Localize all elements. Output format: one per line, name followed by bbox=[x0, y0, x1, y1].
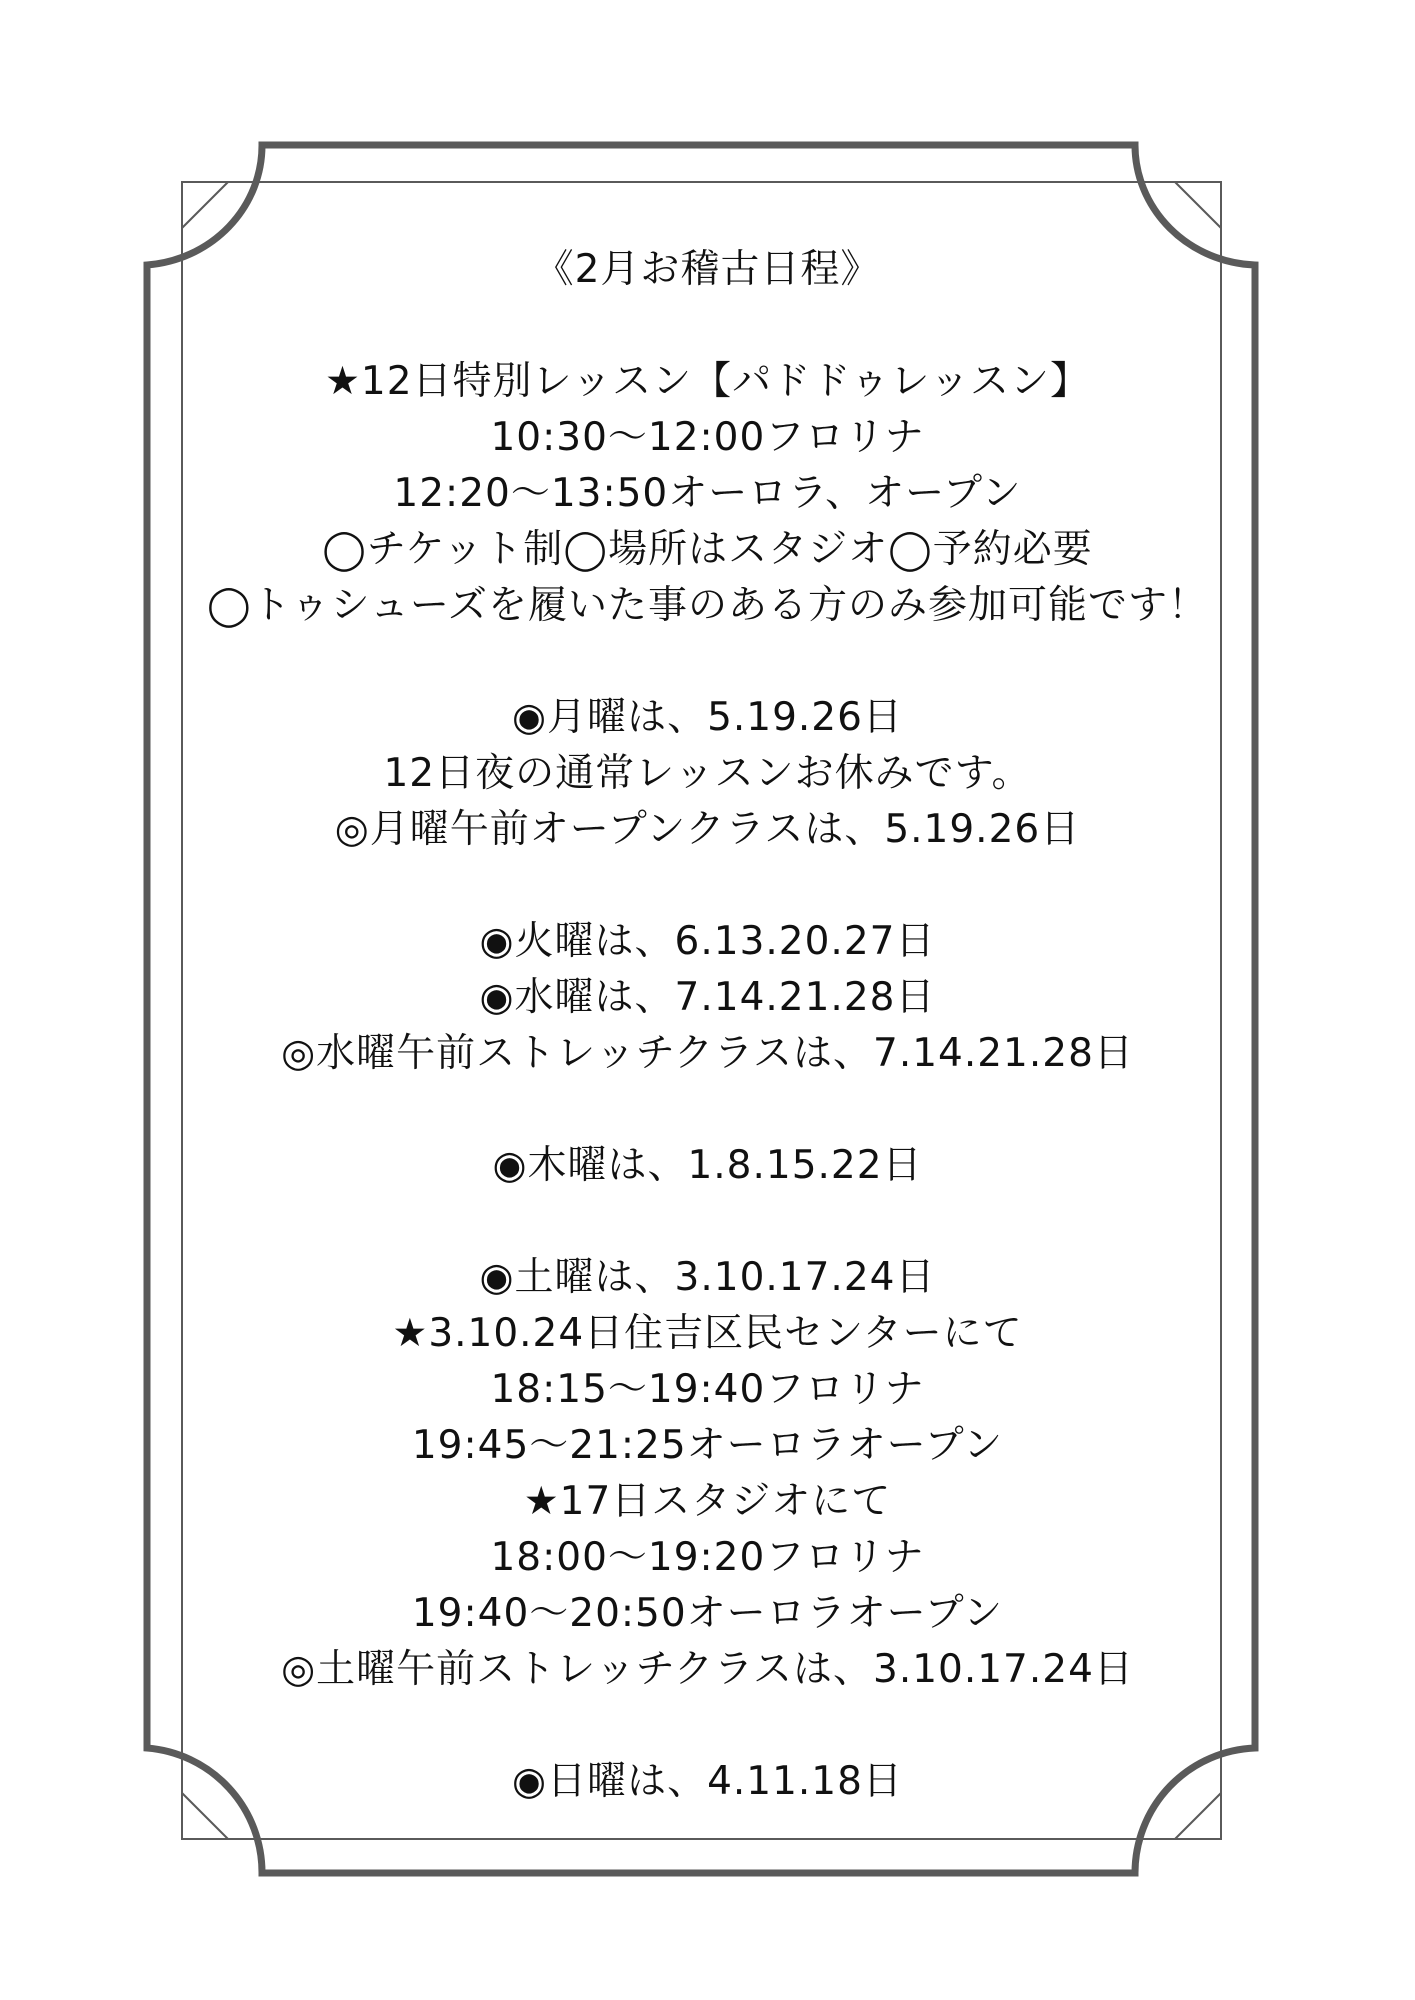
saturday-line: ★17日スタジオにて bbox=[523, 1479, 892, 1524]
saturday-line: 19:45〜21:25オーロラオープン bbox=[411, 1423, 1004, 1468]
monday-line: 12日夜の通常レッスンお休みです。 bbox=[383, 751, 1032, 796]
spacer bbox=[180, 858, 1235, 914]
corner-ornament-top-right bbox=[1175, 182, 1221, 228]
corner-ornament-top-left bbox=[182, 182, 228, 228]
tuesday-line: ◉火曜は、6.13.20.27日 bbox=[479, 919, 936, 964]
schedule-content bbox=[180, 242, 1235, 1810]
saturday-line: ◎土曜午前ストレッチクラスは、3.10.17.24日 bbox=[281, 1647, 1134, 1692]
special-lesson-line: ◯トゥシューズを履いた事のある方のみ参加可能です！ bbox=[207, 583, 1208, 628]
saturday-line: 19:40〜20:50オーロラオープン bbox=[411, 1591, 1004, 1636]
sunday-line: ◉日曜は、4.11.18日 bbox=[512, 1759, 903, 1804]
thursday-line: ◉木曜は、1.8.15.22日 bbox=[492, 1143, 923, 1188]
saturday-line: 18:00〜19:20フロリナ bbox=[490, 1535, 925, 1580]
spacer bbox=[180, 634, 1235, 690]
special-lesson-line: 10:30〜12:00フロリナ bbox=[490, 415, 925, 460]
spacer bbox=[180, 1082, 1235, 1138]
schedule-title: 《2月お稽古日程》 bbox=[534, 247, 881, 292]
special-lesson-line: 12:20〜13:50オーロラ、オープン bbox=[393, 471, 1022, 516]
saturday-line: ◉土曜は、3.10.17.24日 bbox=[479, 1255, 936, 1300]
special-lesson-line: ◯チケット制◯場所はスタジオ◯予約必要 bbox=[322, 527, 1093, 572]
monday-line: ◎月曜午前オープンクラスは、5.19.26日 bbox=[334, 807, 1081, 852]
special-lesson-heading: ★12日特別レッスン【パドドゥレッスン】 bbox=[324, 359, 1091, 404]
saturday-line: 18:15〜19:40フロリナ bbox=[490, 1367, 925, 1412]
wednesday-line: ◎水曜午前ストレッチクラスは、7.14.21.28日 bbox=[281, 1031, 1134, 1076]
spacer bbox=[180, 1194, 1235, 1250]
spacer bbox=[180, 298, 1235, 354]
spacer bbox=[180, 1698, 1235, 1754]
monday-line: ◉月曜は、5.19.26日 bbox=[512, 695, 903, 740]
saturday-line: ★3.10.24日住吉区民センターにて bbox=[392, 1311, 1023, 1356]
wednesday-line: ◉水曜は、7.14.21.28日 bbox=[479, 975, 936, 1020]
